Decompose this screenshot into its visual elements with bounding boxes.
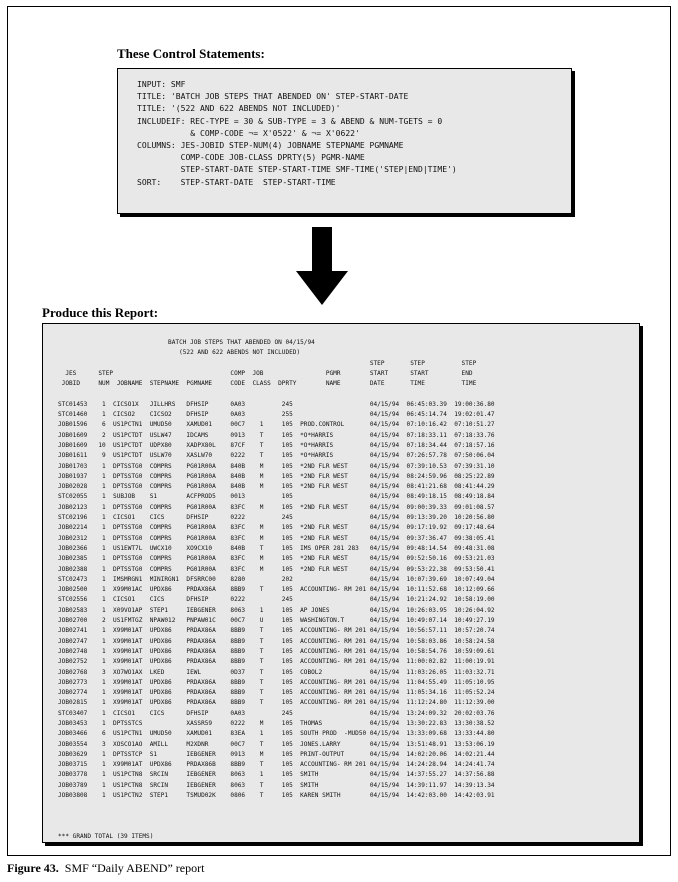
caption-label: Figure 43. xyxy=(7,861,59,875)
report-line: JOB03629 1 DPTSSTCP S1 IEBGENER 0913 M 105 PRINT-OUTPUT 04/15/94 14:02:20.06 14:02:21.44 xyxy=(58,750,495,758)
report-line: JOB02774 1 X99M01AT UPDX86 PRDAX86A 8BB9 T 105 ACCOUNTING- RM 201 04/15/94 11:05:34.16 11:05:52.24 xyxy=(58,689,495,697)
report-line: JOB01596 6 US1PCTN1 UMUD50 XAMUD01 00C7 1 105 PROD.CONTROL 04/15/94 07:10:16.42 07:10:51.27 xyxy=(58,421,495,429)
down-arrow-icon xyxy=(296,227,348,307)
control-statement-line: INCLUDEIF: REC-TYPE = 30 & SUB-TYPE = 3 & ABEND & NUM-TGETS = 0 xyxy=(137,116,443,126)
report-line: *** GRAND TOTAL (39 ITEMS) xyxy=(58,833,154,841)
report-line: STC02196 1 CICSO1 CICS DFHSIP 0222 245 04/15/94 09:13:39.20 10:20:56.80 xyxy=(58,514,495,522)
report-line: JOB02815 1 X99M01AT UPDX86 PRDAX86A 8BB9 T 105 ACCOUNTING- RM 201 04/15/94 11:12:24.80 11:12:39.00 xyxy=(58,699,495,707)
control-statement-line: & COMP-CODE ¬= X'0522' & ¬= X'0622' xyxy=(137,128,360,138)
report-line xyxy=(58,822,495,832)
report-line: JOB02366 1 US1EWT7L UWCX10 XO9CX10 840B T 105 IMS OPER 281 283 04/15/94 09:48:14.54 09:48:31.08 xyxy=(58,544,495,552)
control-statement-line: TITLE: 'BATCH JOB STEPS THAT ABENDED ON' STEP-START-DATE xyxy=(137,92,409,102)
report-line: JOB02741 1 X99M01AT UPDX86 PRDAX86A 8BB9 T 105 ACCOUNTING- RM 201 04/15/94 10:56:57.11 10:57:20.74 xyxy=(58,627,495,635)
report-line: JOB01703 1 DPTSSTG0 COMPRS PG01R00A 840B M 105 *2ND FLR WEST 04/15/94 07:39:10.53 07:39:31.10 xyxy=(58,462,495,470)
report-line: JOB02748 1 X99M01AT UPDX86 PRDAX86A 8BB9 T 105 ACCOUNTING- RM 201 04/15/94 10:58:54.76 10:59:09.61 xyxy=(58,647,495,655)
report-line: JOB02752 1 X99M01AT UPDX86 PRDAX86A 8BB9 T 105 ACCOUNTING- RM 201 04/15/94 11:00:02.82 11:00:19.91 xyxy=(58,658,495,666)
figure-frame xyxy=(7,6,671,856)
figure-caption xyxy=(7,861,204,875)
control-statements-heading: These Control Statements: xyxy=(117,46,265,61)
report-line: STEP STEP STEP xyxy=(58,359,477,367)
report-line: JOB03554 3 XOSCO1AO AMILL M2XDNR 00C7 T 105 JONES.LARRY 04/15/94 13:51:48.91 13:53:06.19 xyxy=(58,740,495,748)
control-statement-line: STEP-START-DATE STEP-START-TIME SMF-TIME('STEP|END|TIME') xyxy=(137,165,457,175)
control-statement-line: COMP-CODE JOB-CLASS DPRTY(5) PGMR-NAME xyxy=(137,153,365,163)
control-statements-text xyxy=(137,79,457,189)
report-line: JOB02700 2 US1FMTGZ NPAW012 PNPAW01C 00C7 U 105 WASHINGTON.T 04/15/94 10:49:07.14 10:49:27.19 xyxy=(58,617,495,625)
report-line: JOBID NUM JOBNAME STEPNAME PGMNAME CODE CLASS DPRTY NAME DATE TIME TIME xyxy=(58,380,477,388)
report-line: BATCH JOB STEPS THAT ABENDED ON 04/15/94 xyxy=(58,339,315,346)
report-box xyxy=(42,323,640,843)
control-statement-line: INPUT: SMF xyxy=(137,80,186,89)
report-line: JOB02312 1 DPTSSTG0 COMPRS PG01R00A 83FC M 105 *2ND FLR WEST 04/15/94 09:37:36.47 09:38:05.41 xyxy=(58,534,495,542)
report-line: JOB01937 1 DPTSSTG0 COMPRS PG01R00A 840B M 105 *2ND FLR WEST 04/15/94 08:24:59.96 08:25:22.89 xyxy=(58,472,495,480)
report-line: JOB02214 1 DPTSSTG0 COMPRS PG01R00A 83FC M 105 *2ND FLR WEST 04/15/94 09:17:19.92 09:17:48.64 xyxy=(58,524,495,532)
report-line: JOB03789 1 US1PCTN8 SRCIN IEBGENER 8063 T 105 SMITH 04/15/94 14:39:11.97 14:39:13.34 xyxy=(58,781,495,789)
report-line: JOB01609 2 US1PCTDT USLW47 IDCAMS 0913 T 105 *O*HARRIS 04/15/94 07:18:33.11 07:18:33.76 xyxy=(58,431,495,439)
report-line: STC02473 1 IMSMRGN1 MINIRGN1 DFSRRC00 8280 202 04/15/94 10:07:39.69 10:07:49.04 xyxy=(58,575,495,583)
report-line: JOB02123 1 DPTSSTG0 COMPRS PG01R00A 83FC M 105 *2ND FLR WEST 04/15/94 09:00:39.33 09:01:08.57 xyxy=(58,503,495,511)
report-line: (522 AND 622 ABENDS NOT INCLUDED) xyxy=(58,349,301,357)
report-text xyxy=(58,338,495,843)
control-statement-line: COLUMNS: JES-JOBID STEP-NUM(4) JOBNAME STEPNAME PGMNAME xyxy=(137,141,404,151)
report-line: JOB03466 6 US1PCTN1 UMUD50 XAMUD01 83EA 1 105 SOUTH PROD -MUD50 04/15/94 13:33:09.68 13:33:44.80 xyxy=(58,730,495,738)
report-line: JOB02385 1 DPTSSTG0 COMPRS PG01R00A 83FC M 105 *2ND FLR WEST 04/15/94 09:52:50.16 09:53:21.03 xyxy=(58,555,495,563)
report-line: JOB02583 1 X09VO1AP STEP1 IEBGENER 8063 1 105 AP JONES 04/15/94 10:26:03.95 10:26:04.92 xyxy=(58,606,495,614)
report-line xyxy=(58,801,495,811)
report-line: JOB03778 1 US1PCTN8 SRCIN IEBGENER 8063 1 105 SMITH 04/15/94 14:37:55.27 14:37:56.88 xyxy=(58,771,495,779)
report-line: JOB03808 1 US1PCTN2 STEP1 TSMUD02K 0806 T 105 KAREN SMITH 04/15/94 14:42:03.00 14:42:03.91 xyxy=(58,792,495,800)
control-statements-box xyxy=(117,68,572,214)
report-line: JOB02773 1 X99M01AT UPDX86 PRDAX86A 8BB9 T 105 ACCOUNTING- RM 201 04/15/94 11:04:55.49 11:05:10.95 xyxy=(58,678,495,686)
report-line: JES STEP COMP JOB PGMR START START END xyxy=(58,369,473,377)
report-line: STC02556 1 CICSO1 CICS DFHSIP 0222 245 04/15/94 10:21:24.92 10:58:19.00 xyxy=(58,596,495,604)
report-line: JOB03453 1 DPTSSTCS XASSR59 0222 M 105 THOMAS 04/15/94 13:30:22.83 13:30:38.52 xyxy=(58,719,495,727)
report-line: STC01460 1 CICSO2 CICSO2 DFHSIP 0A03 255 04/15/94 06:45:14.74 19:02:01.47 xyxy=(58,411,495,419)
report-line: STC01453 1 CICSO1X JILLHRS DFHSIP 0A03 245 04/15/94 06:45:03.39 19:00:36.80 xyxy=(58,400,495,408)
report-line xyxy=(58,812,495,822)
report-line: JOB02028 1 DPTSSTG0 COMPRS PG01R00A 840B M 105 *2ND FLR WEST 04/15/94 08:41:21.68 08:41:44.29 xyxy=(58,483,495,491)
report-line: JOB02388 1 DPTSSTG0 COMPRS PG01R00A 83FC M 105 *2ND FLR WEST 04/15/94 09:53:22.38 09:53:50.41 xyxy=(58,565,495,573)
report-line: STC03407 1 CICSO1 CICS DFHSIP 0A03 245 04/15/94 13:24:09.32 20:02:03.76 xyxy=(58,709,495,717)
report-line: JOB03715 1 X99M01AT UPDX86 PRDAX86B 8BB9 T 105 ACCOUNTING- RM 201 04/15/94 14:24:28.94 14:24:41.74 xyxy=(58,761,495,769)
report-line: JOB02768 3 XO7WO1AX LKED IEWL 0D37 T 105 COBOL2 04/15/94 11:03:26.05 11:03:32.71 xyxy=(58,668,495,676)
report-line: JOB02747 1 X99M01AT UPDX86 PRDAX86A 8BB9 T 105 ACCOUNTING- RM 201 04/15/94 10:58:03.86 10:58:24.58 xyxy=(58,637,495,645)
report-line: JOB01609 10 US1PCTDT UDPX80 XADPX80L 87CF T 105 *O*HARRIS 04/15/94 07:18:34.44 07:18:57.16 xyxy=(58,441,495,449)
report-line: JOB01611 9 US1PCTDT USLW70 XASLW70 0222 T 105 *O*HARRIS 04/15/94 07:26:57.78 07:50:06.04 xyxy=(58,452,495,460)
caption-text: SMF “Daily ABEND” report xyxy=(64,861,205,875)
report-line: JOB02500 1 X99M01AC UPDX86 PRDAX86A 8BB9 T 105 ACCOUNTING- RM 201 04/15/94 10:11:52.68 10:12:09.66 xyxy=(58,586,495,594)
report-line xyxy=(58,389,495,399)
report-line: STC02055 1 SUBJOB S1 ACFPROD5 0013 105 04/15/94 08:49:18.15 08:49:18.84 xyxy=(58,493,495,501)
control-statement-line: TITLE: '(522 AND 622 ABENDS NOT INCLUDED)' xyxy=(137,104,341,114)
control-statement-line: SORT: STEP-START-DATE STEP-START-TIME xyxy=(137,177,336,187)
report-heading: Produce this Report: xyxy=(42,305,159,320)
